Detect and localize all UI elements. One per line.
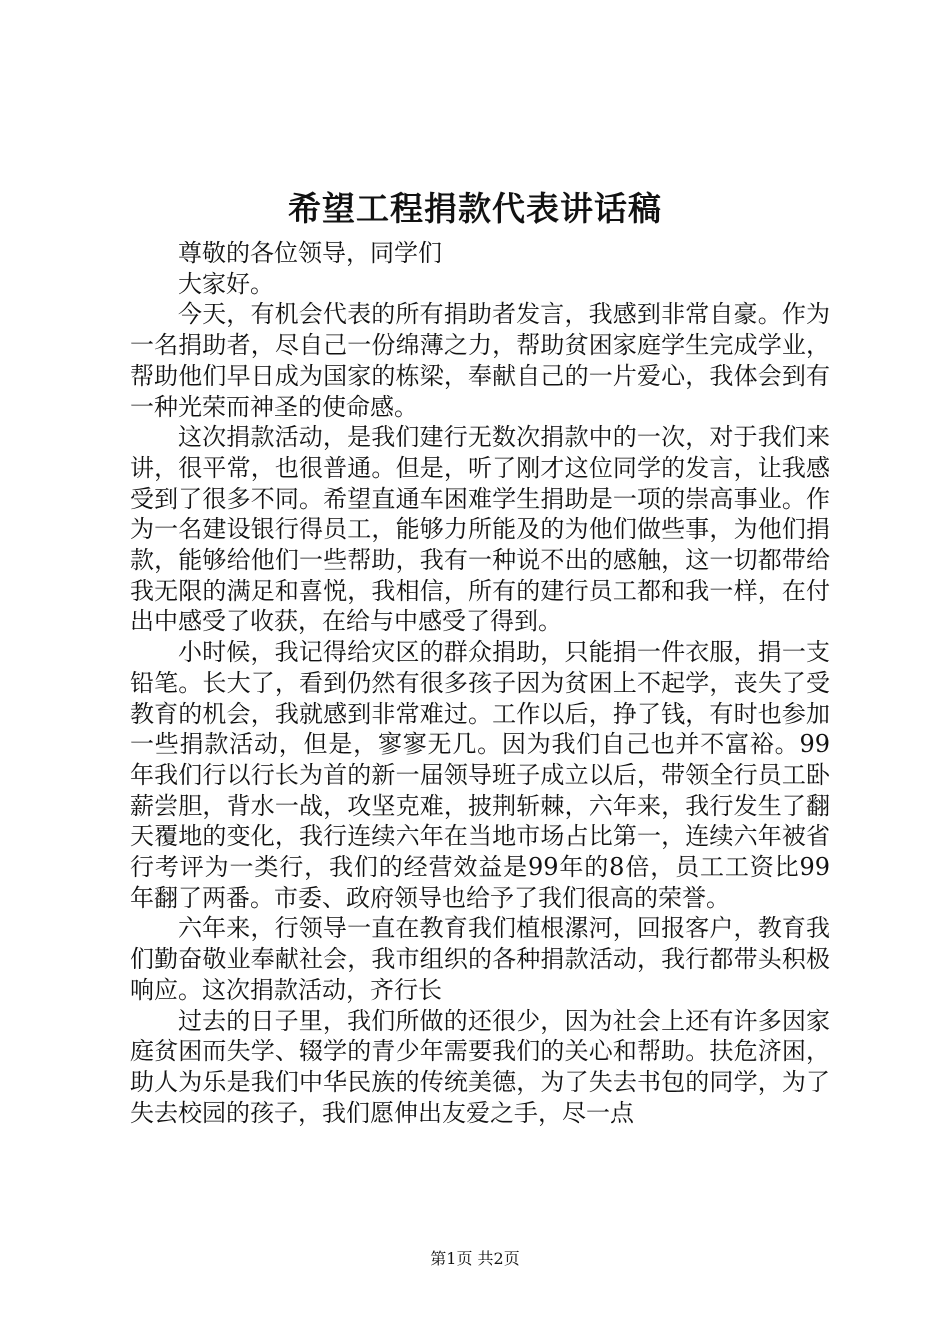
- paragraph: 小时候，我记得给灾区的群众捐助，只能捐一件衣服，捐一支铅笔。长大了，看到仍然有很多孩子因为贫困上不起学，丧失了受教育的机会，我就感到非常难过。工作以后，挣了钱，有时也参加一些捐款活动，但是，寥寥无几。因为我们自己也并不富裕。99年我们行以行长为首的新一届领导班子成立以后，带领全行员工卧薪尝胆，背水一战，攻坚克难，披荆斩棘，六年来，我行发生了翻天覆地的变化，我行连续六年在当地市场占比第一，连续六年被省行考评为一类行，我们的经营效益是99年的8倍，员工工资比99年翻了两番。市委、政府领导也给予了我们很高的荣誉。: [130, 638, 830, 912]
- paragraph: 今天，有机会代表的所有捐助者发言，我感到非常自豪。作为一名捐助者，尽自己一份绵薄之力，帮助贫困家庭学生完成学业，帮助他们早日成为国家的栋梁，奉献自己的一片爱心，我体会到有一种光荣而神圣的使命感。: [130, 300, 830, 421]
- greeting: 大家好。: [178, 269, 274, 298]
- paragraph: 六年来，行领导一直在教育我们植根漯河，回报客户，教育我们勤奋敬业奉献社会，我市组织的各种捐款活动，我行都带头积极响应。这次捐款活动，齐行长: [130, 914, 830, 1004]
- paragraph: 过去的日子里，我们所做的还很少，因为社会上还有许多因家庭贫困而失学、辍学的青少年需要我们的关心和帮助。扶危济困，助人为乐是我们中华民族的传统美德，为了失去书包的同学，为了失去校园的孩子，我们愿伸出友爱之手，尽一点: [130, 1006, 830, 1127]
- page-number-footer: 第1页 共2页: [430, 1249, 520, 1268]
- salutation: 尊敬的各位领导，同学们: [178, 239, 442, 267]
- document-body: [130, 238, 830, 1128]
- document-title: 希望工程捐款代表讲话稿: [288, 189, 662, 228]
- paragraph: 这次捐款活动，是我们建行无数次捐款中的一次，对于我们来讲，很平常，也很普通。但是，听了刚才这位同学的发言，让我感受到了很多不同。希望直通车困难学生捐助是一项的崇高事业。作为一名建设银行得员工，能够力所能及的为他们做些事，为他们捐款，能够给他们一些帮助，我有一种说不出的感触，这一切都带给我无限的满足和喜悦，我相信，所有的建行员工都和我一样，在付出中感受了收获，在给与中感受了得到。: [130, 423, 830, 636]
